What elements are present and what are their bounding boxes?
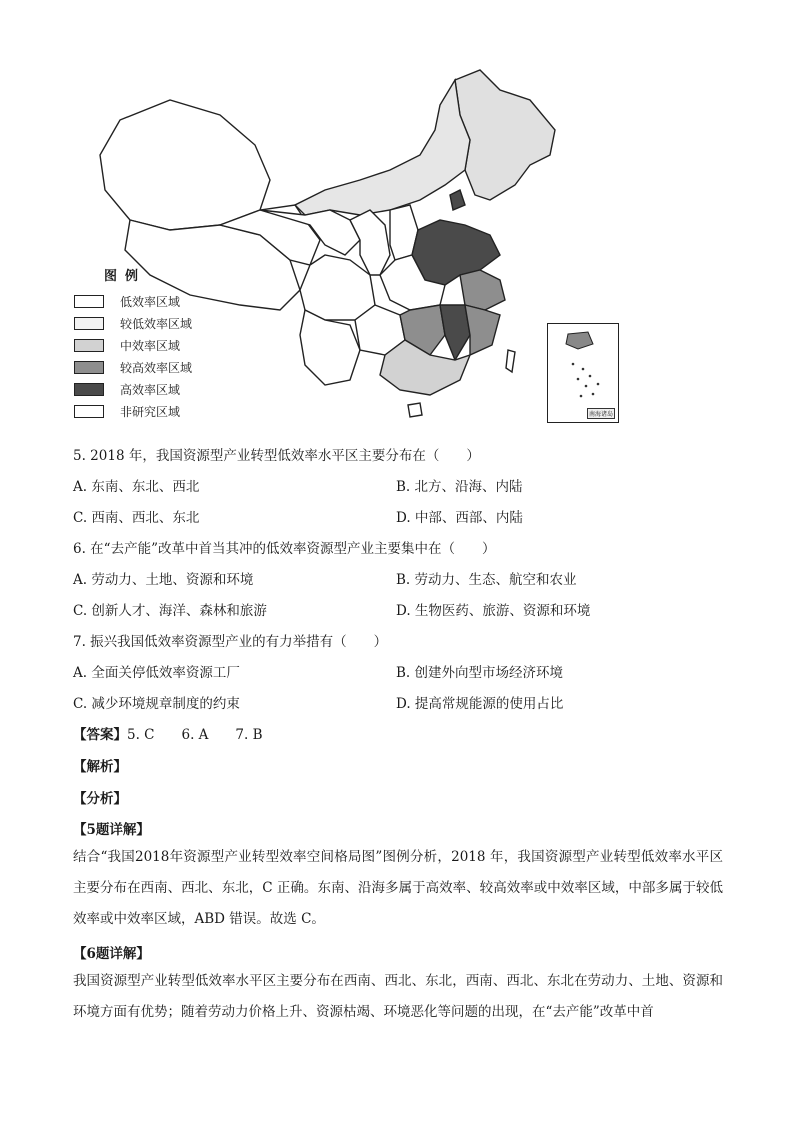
legend-label: 高效率区域 [120, 382, 181, 397]
option[interactable]: D. 中部、西部、内陆 [396, 510, 523, 526]
region-taiwan [506, 350, 515, 372]
legend-item [74, 400, 234, 422]
option[interactable]: B. 北方、沿海、内陆 [396, 479, 523, 495]
legend-title: 图例 [104, 269, 147, 284]
legend-label: 低效率区域 [120, 294, 181, 309]
fenxi-tag: 【分析】 [73, 791, 127, 807]
legend-label: 中效率区域 [120, 338, 181, 353]
option[interactable]: A. 全面关停低效率资源工厂 [73, 665, 240, 681]
legend-item [74, 356, 234, 378]
legend-item [74, 334, 234, 356]
region-zhejiang [465, 305, 500, 355]
option[interactable]: C. 创新人才、海洋、森林和旅游 [73, 603, 267, 619]
detail-5-text: 结合“我国2018年资源型产业转型效率空间格局图”图例分析，2018 年，我国资源型产业转型低效率水平区主要分布在西南、西北、东北，C 正确。东南、沿海多属于高效率、较高效率或中效率区域，中部多属于较低效率或中效率区域，ABD 错误。故选 C。 [73, 849, 723, 927]
option[interactable]: A. 劳动力、土地、资源和环境 [73, 572, 254, 588]
question-5-stem: 5. 2018 年，我国资源型产业转型低效率水平区主要分布在（ ） [73, 448, 480, 464]
legend-item [74, 312, 234, 334]
detail-6-tag: 【6题详解】 [73, 946, 150, 962]
legend-swatch [74, 361, 104, 374]
region-northeast [455, 70, 555, 200]
detail-6-text: 我国资源型产业转型低效率水平区主要分布在西南、西北、东北，西南、西北、东北在劳动力、土地、资源和环境方面有优势；随着劳动力价格上升、资源枯竭、环境恶化等问题的出现，在“去产能”改革中首 [73, 973, 723, 1020]
question-6-stem: 6. 在“去产能”改革中首当其冲的低效率资源型产业主要集中在（ ） [73, 541, 496, 557]
region-xinjiang [100, 100, 270, 230]
option[interactable]: A. 东南、东北、西北 [73, 479, 200, 495]
answer-line [73, 723, 263, 743]
option[interactable]: D. 生物医药、旅游、资源和环境 [396, 603, 591, 619]
region-jiangsu [460, 270, 505, 310]
option[interactable]: C. 减少环境规章制度的约束 [73, 696, 240, 712]
legend-swatch [74, 405, 104, 418]
efficiency-map [60, 60, 620, 440]
question-7-stem: 7. 振兴我国低效率资源型产业的有力举措有（ ） [73, 634, 388, 650]
option[interactable]: B. 创建外向型市场经济环境 [396, 665, 564, 681]
region-sichuan [300, 255, 375, 320]
option[interactable]: C. 西南、西北、东北 [73, 510, 200, 526]
legend-swatch [74, 339, 104, 352]
option[interactable]: B. 劳动力、生态、航空和农业 [396, 572, 577, 588]
region-beijing [450, 190, 465, 210]
legend-item [74, 290, 234, 312]
option[interactable]: D. 提高常规能源的使用占比 [396, 696, 564, 712]
map-legend [74, 265, 234, 422]
region-jiangxi [440, 305, 470, 360]
legend-swatch [74, 317, 104, 330]
answer-text: 5. C 6. A 7. B [127, 727, 263, 743]
legend-label: 非研究区域 [120, 404, 181, 419]
legend-label: 较高效率区域 [120, 360, 193, 375]
legend-item [74, 378, 234, 400]
region-hainan [408, 403, 422, 417]
legend-label: 较低效率区域 [120, 316, 193, 331]
inset-label: 南海诸岛 [587, 408, 615, 419]
legend-swatch [74, 295, 104, 308]
region-yunnan [300, 310, 360, 385]
region-inner-mongolia [295, 80, 470, 215]
south-china-sea-inset [547, 323, 619, 423]
legend-swatch [74, 383, 104, 396]
analysis-tag: 【解析】 [73, 759, 127, 775]
detail-5-tag: 【5题详解】 [73, 822, 150, 838]
answer-tag: 【答案】 [73, 727, 127, 743]
